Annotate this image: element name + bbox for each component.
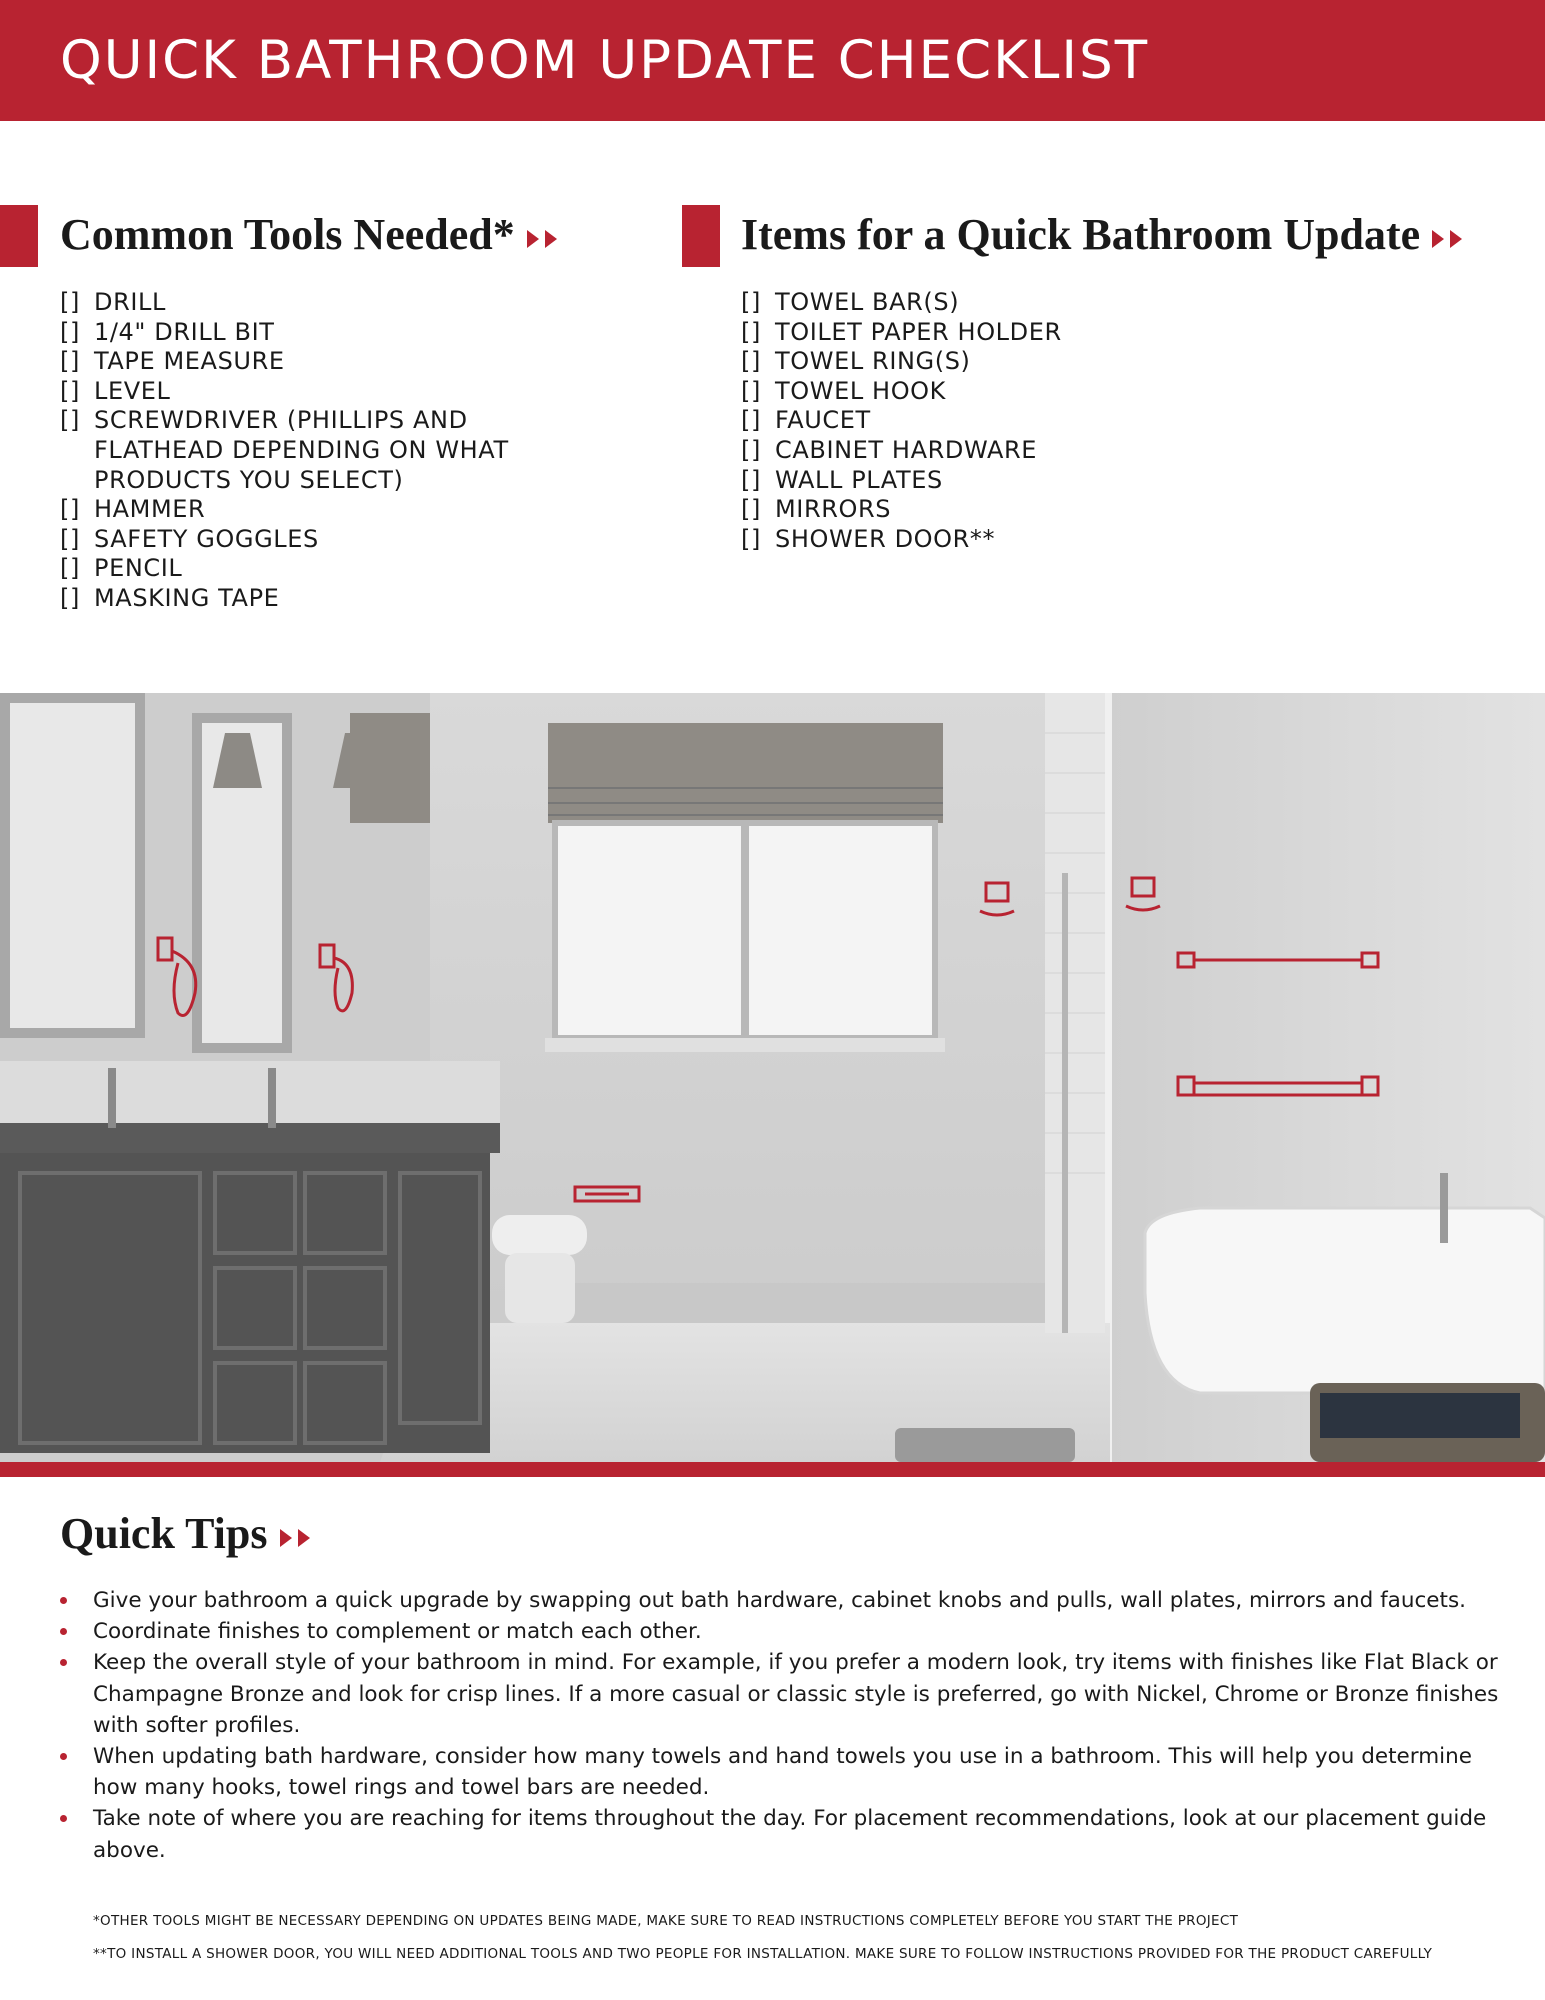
checkbox-placeholder: [] <box>60 406 80 435</box>
checklist-item <box>741 525 1441 555</box>
checklist-item-text: 1/4" DRILL BIT <box>94 317 275 346</box>
checkbox-placeholder: [] <box>741 524 761 553</box>
bullet-icon <box>60 1815 67 1822</box>
checklist-item <box>60 288 660 318</box>
checkbox-placeholder: [] <box>741 347 761 376</box>
tips-section-title: Quick Tips <box>60 1509 268 1558</box>
tip-text: Take note of where you are reaching for items throughout the day. For placement recommendations, look at our placement guide above. <box>93 1806 1487 1863</box>
photo-divider <box>0 1462 1545 1477</box>
checklist-item-text: TOWEL BAR(S) <box>775 288 960 316</box>
bullet-icon <box>60 1628 67 1635</box>
items-section-marker <box>682 205 720 267</box>
header-banner <box>0 0 1545 121</box>
checklist-item-text: FAUCET <box>775 406 871 435</box>
checklist-item-text: FLATHEAD DEPENDING ON WHAT <box>94 435 509 464</box>
items-section-title: Items for a Quick Bathroom Update <box>741 210 1421 259</box>
double-arrow-icon <box>1430 228 1466 250</box>
page-title: QUICK BATHROOM UPDATE CHECKLIST <box>60 30 1150 91</box>
checklist-item <box>60 406 660 436</box>
checklist-item <box>741 377 1441 407</box>
checkbox-placeholder: [] <box>60 347 80 376</box>
bullet-icon <box>60 1659 67 1666</box>
checklist-item <box>60 584 660 614</box>
checklist-item <box>741 347 1441 377</box>
checklist-item <box>60 554 660 584</box>
checklist-item-text: LEVEL <box>94 376 171 405</box>
bullet-icon <box>60 1597 67 1604</box>
checklist-item-text: PENCIL <box>94 554 183 583</box>
checklist-item <box>60 525 660 555</box>
tip-item <box>60 1803 1500 1865</box>
checkbox-placeholder: [] <box>741 376 761 405</box>
checklist-item-text: SAFETY GOGGLES <box>94 524 319 553</box>
checklist-item <box>60 347 660 377</box>
checkbox-placeholder: [] <box>741 317 761 346</box>
double-arrow-icon <box>525 228 561 250</box>
checkbox-placeholder: [] <box>60 317 80 346</box>
items-section-heading <box>741 209 1466 260</box>
tools-section-heading <box>60 209 561 260</box>
checkbox-placeholder: [] <box>741 495 761 524</box>
tip-item <box>60 1585 1500 1616</box>
checklist-item-text: PRODUCTS YOU SELECT) <box>94 465 404 494</box>
checklist-item <box>741 406 1441 436</box>
checklist-item-text: WALL PLATES <box>775 465 943 494</box>
checkbox-placeholder: [] <box>60 495 80 524</box>
checkbox-placeholder <box>60 436 94 466</box>
checkbox-placeholder: [] <box>741 406 761 435</box>
checklist-item <box>741 436 1441 466</box>
checklist-item-text: DRILL <box>94 288 166 316</box>
checkbox-placeholder: [] <box>741 465 761 494</box>
bullet-icon <box>60 1753 67 1760</box>
checkbox-placeholder: [] <box>60 376 80 405</box>
tip-text: Coordinate finishes to complement or match each other. <box>93 1619 702 1645</box>
bathroom-photo <box>0 693 1545 1462</box>
tools-section-title: Common Tools Needed* <box>60 210 515 259</box>
tip-text: When updating bath hardware, consider how many towels and hand towels you use in a bathroom. This will help you determine how many hooks, towel rings and towel bars are needed. <box>93 1744 1473 1801</box>
checklist-item-text: SCREWDRIVER (PHILLIPS AND <box>94 406 468 435</box>
checkbox-placeholder: [] <box>60 288 80 316</box>
checklist-item-text: MIRRORS <box>775 495 892 524</box>
checkbox-placeholder: [] <box>741 435 761 464</box>
checkbox-placeholder: [] <box>60 583 80 612</box>
checklist-item-text: HAMMER <box>94 495 206 524</box>
checkbox-placeholder: [] <box>60 554 80 583</box>
checklist-item <box>741 288 1441 318</box>
tip-item <box>60 1741 1500 1803</box>
checklist-item <box>60 495 660 525</box>
checklist-item-text: SHOWER DOOR** <box>775 524 996 553</box>
checklist-item-text: MASKING TAPE <box>94 583 280 612</box>
checklist-item-text: TOILET PAPER HOLDER <box>775 317 1062 346</box>
checklist-item-text: CABINET HARDWARE <box>775 435 1038 464</box>
double-arrow-icon <box>278 1527 314 1549</box>
checklist-item <box>60 318 660 348</box>
checklist-item <box>60 436 660 466</box>
items-checklist <box>741 288 1441 554</box>
footnote-shower-door: **TO INSTALL A SHOWER DOOR, YOU WILL NEED ADDITIONAL TOOLS AND TWO PEOPLE FOR INSTALLATION. MAKE SURE TO FOLLOW INSTRUCTIONS PROVIDED FOR THE PRODUCT CAREFULLY <box>93 1946 1433 1962</box>
checklist-item <box>741 318 1441 348</box>
tip-item <box>60 1616 1500 1647</box>
tip-text: Give your bathroom a quick upgrade by swapping out bath hardware, cabinet knobs and pulls, wall plates, mirrors and faucets. <box>93 1588 1466 1613</box>
checkbox-placeholder <box>60 466 94 496</box>
tip-item <box>60 1647 1500 1741</box>
checklist-item-text: TOWEL RING(S) <box>775 347 971 376</box>
checklist-item <box>741 466 1441 496</box>
checklist-item <box>60 466 660 496</box>
checkbox-placeholder: [] <box>741 288 761 316</box>
checkbox-placeholder: [] <box>60 524 80 553</box>
checklist-item <box>741 495 1441 525</box>
tip-text: Keep the overall style of your bathroom in mind. For example, if you prefer a modern look, try items with finishes like Flat Black or Champagne Bronze and look for crisp lines. If a more casual or classic style is preferred, go with Nickel, Chrome or Bronze finishes with softer profiles. <box>93 1650 1499 1738</box>
checklist-item <box>60 377 660 407</box>
footnote-tools: *OTHER TOOLS MIGHT BE NECESSARY DEPENDING ON UPDATES BEING MADE, MAKE SURE TO READ INSTRUCTIONS COMPLETELY BEFORE YOU START THE PROJECT <box>93 1913 1239 1929</box>
tools-section-marker <box>0 205 38 267</box>
checklist-item-text: TOWEL HOOK <box>775 376 947 405</box>
tools-checklist <box>60 288 660 614</box>
checklist-item-text: TAPE MEASURE <box>94 347 285 376</box>
tips-list <box>60 1585 1500 1866</box>
tips-section-heading <box>60 1508 314 1559</box>
